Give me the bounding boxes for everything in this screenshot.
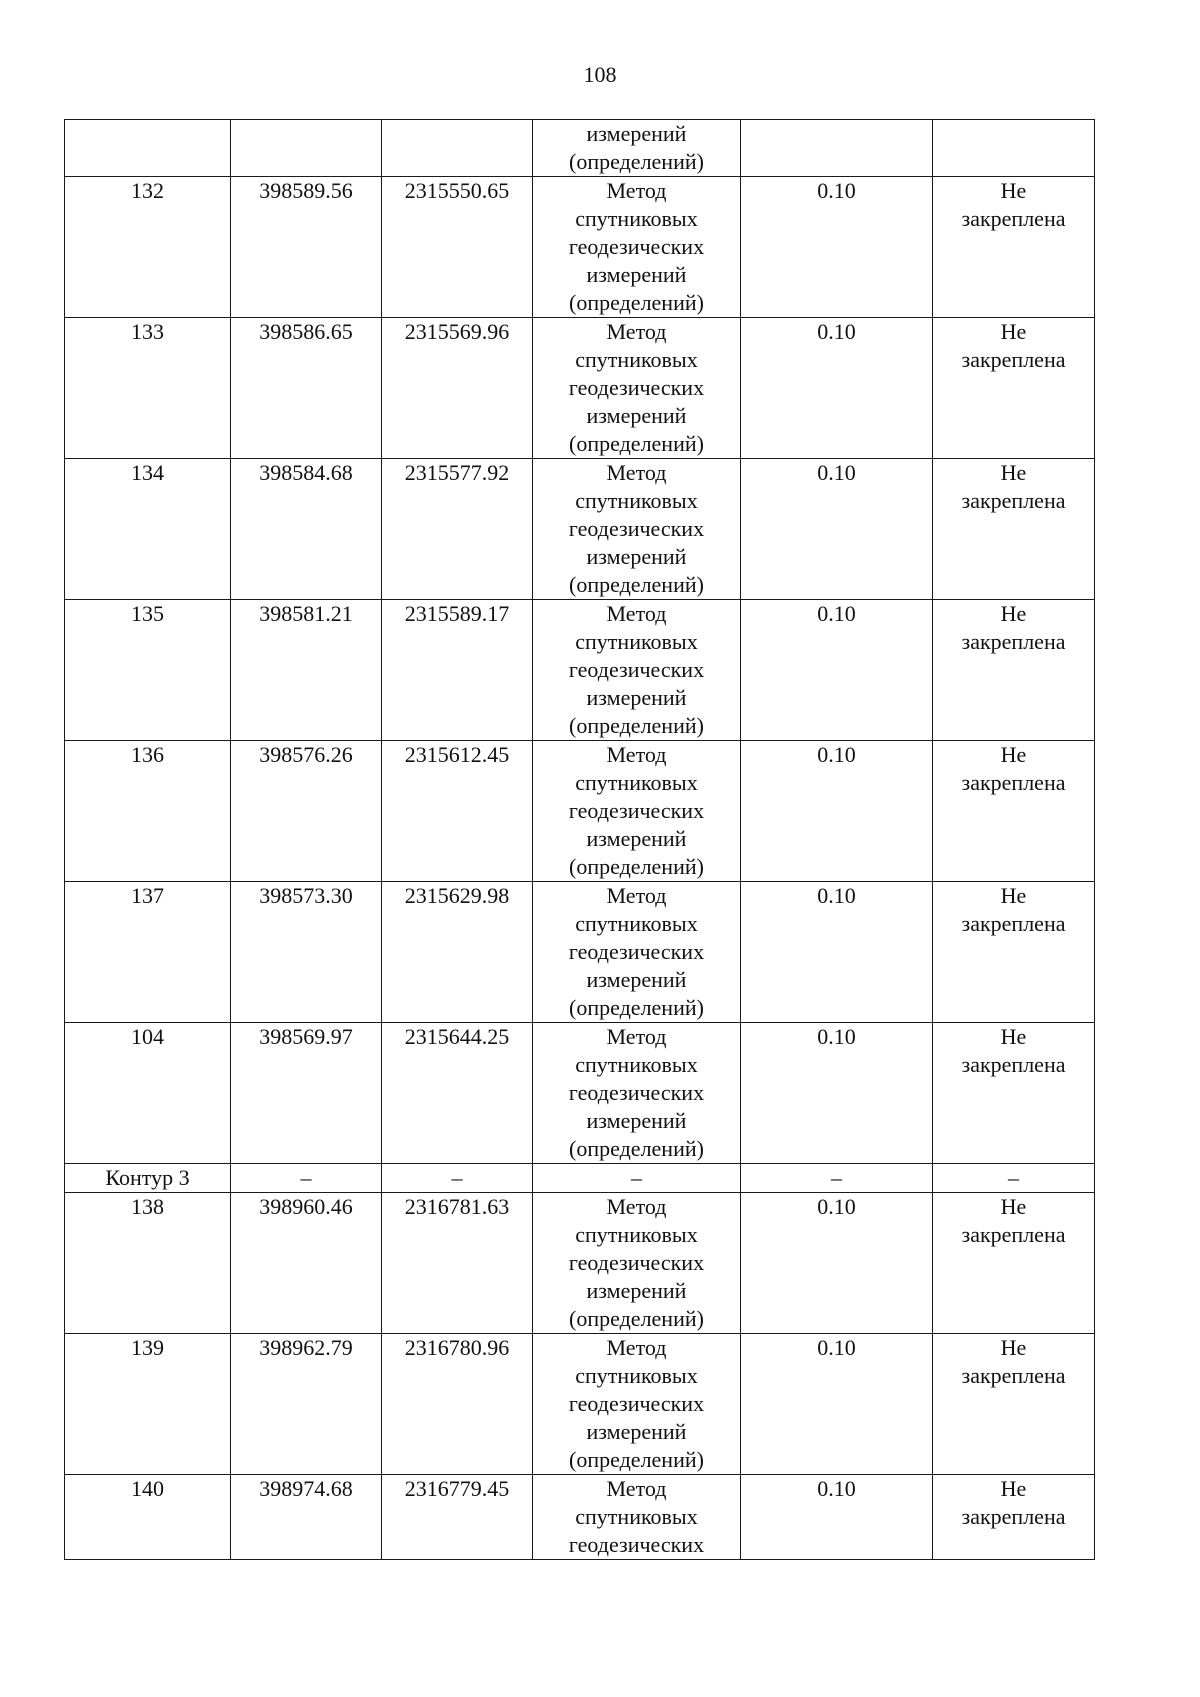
method-line: (определений): [569, 713, 704, 738]
fixation-line: Не: [1000, 1476, 1027, 1501]
y-coordinate-cell: 2315612.45: [382, 741, 533, 882]
y-coordinate-cell: [382, 120, 533, 177]
y-coordinate-cell: 2315577.92: [382, 459, 533, 600]
y-coordinate-cell: 2315569.96: [382, 318, 533, 459]
point-number-cell: 104: [65, 1023, 231, 1164]
method-line: Метод: [606, 1476, 667, 1501]
method-line: геодезических: [568, 798, 705, 823]
table-row: [65, 1023, 1095, 1164]
y-coordinate-cell: 2316779.45: [382, 1475, 533, 1560]
fixation-line: Не: [1000, 460, 1027, 485]
table-row: [65, 318, 1095, 459]
method-cell: [533, 1193, 741, 1334]
point-number-cell: 139: [65, 1334, 231, 1475]
method-cell: [533, 1023, 741, 1164]
table-row: [65, 600, 1095, 741]
x-coordinate-cell: 398974.68: [231, 1475, 382, 1560]
fixation-cell: [933, 1334, 1095, 1475]
fixation-line: Не: [1000, 319, 1027, 344]
method-line: измерений: [586, 685, 687, 710]
method-line: Метод: [606, 742, 667, 767]
accuracy-cell: [741, 120, 933, 177]
page-number: 108: [583, 62, 617, 87]
method-line: геодезических: [568, 657, 705, 682]
fixation-line: Не: [1000, 742, 1027, 767]
method-line: спутниковых: [575, 347, 698, 372]
method-line: спутниковых: [575, 911, 698, 936]
accuracy-cell: 0.10: [741, 459, 933, 600]
method-cell: [533, 120, 741, 177]
method-line: геодезических: [568, 375, 705, 400]
method-cell: [533, 1475, 741, 1560]
method-cell: [533, 177, 741, 318]
method-line: измерений: [586, 403, 687, 428]
method-line: Метод: [606, 1335, 667, 1360]
method-line: спутниковых: [575, 629, 698, 654]
method-line: Метод: [606, 319, 667, 344]
method-line: (определений): [569, 149, 704, 174]
fixation-line: закреплена: [961, 1222, 1066, 1247]
method-line: измерений: [586, 826, 687, 851]
x-coordinate-cell: 398581.21: [231, 600, 382, 741]
method-cell: [533, 1334, 741, 1475]
dash-cell: –: [231, 1164, 382, 1193]
fixation-line: закреплена: [961, 206, 1066, 231]
fixation-line: закреплена: [961, 347, 1066, 372]
table-row: [65, 1475, 1095, 1560]
fixation-cell: [933, 120, 1095, 177]
accuracy-cell: 0.10: [741, 1193, 933, 1334]
method-line: спутниковых: [575, 1504, 698, 1529]
fixation-cell: [933, 318, 1095, 459]
fixation-cell: [933, 1023, 1095, 1164]
point-number-cell: 136: [65, 741, 231, 882]
x-coordinate-cell: 398586.65: [231, 318, 382, 459]
fixation-line: закреплена: [961, 911, 1066, 936]
method-cell: [533, 600, 741, 741]
coordinates-table: [64, 119, 1095, 1560]
accuracy-cell: 0.10: [741, 318, 933, 459]
method-line: спутниковых: [575, 770, 698, 795]
method-line: Метод: [606, 178, 667, 203]
method-line: Метод: [606, 1024, 667, 1049]
method-line: геодезических: [568, 1250, 705, 1275]
accuracy-cell: 0.10: [741, 1334, 933, 1475]
fixation-line: закреплена: [961, 1363, 1066, 1388]
contour-row: [65, 1164, 1095, 1193]
accuracy-cell: 0.10: [741, 741, 933, 882]
method-line: геодезических: [568, 939, 705, 964]
method-line: измерений: [586, 544, 687, 569]
x-coordinate-cell: 398569.97: [231, 1023, 382, 1164]
x-coordinate-cell: 398573.30: [231, 882, 382, 1023]
method-line: (определений): [569, 854, 704, 879]
method-line: (определений): [569, 572, 704, 597]
x-coordinate-cell: 398962.79: [231, 1334, 382, 1475]
x-coordinate-cell: 398589.56: [231, 177, 382, 318]
point-number-cell: 132: [65, 177, 231, 318]
point-number-cell: 138: [65, 1193, 231, 1334]
fixation-line: Не: [1000, 883, 1027, 908]
fixation-line: Не: [1000, 1335, 1027, 1360]
fixation-cell: [933, 1193, 1095, 1334]
method-line: (определений): [569, 1447, 704, 1472]
method-line: Метод: [606, 460, 667, 485]
method-line: геодезических: [568, 516, 705, 541]
method-line: измерений: [586, 1108, 687, 1133]
point-number-cell: 137: [65, 882, 231, 1023]
x-coordinate-cell: 398584.68: [231, 459, 382, 600]
method-line: измерений: [586, 1278, 687, 1303]
method-line: (определений): [569, 1136, 704, 1161]
y-coordinate-cell: 2316781.63: [382, 1193, 533, 1334]
method-cell: [533, 882, 741, 1023]
table-row: [65, 177, 1095, 318]
fixation-cell: [933, 459, 1095, 600]
y-coordinate-cell: 2315589.17: [382, 600, 533, 741]
fixation-line: закреплена: [961, 770, 1066, 795]
fixation-line: закреплена: [961, 1504, 1066, 1529]
y-coordinate-cell: 2315629.98: [382, 882, 533, 1023]
method-line: (определений): [569, 995, 704, 1020]
method-line: Метод: [606, 1194, 667, 1219]
method-line: геодезических: [568, 1532, 705, 1557]
dash-cell: –: [382, 1164, 533, 1193]
table-row: [65, 882, 1095, 1023]
y-coordinate-cell: 2316780.96: [382, 1334, 533, 1475]
fixation-cell: [933, 1475, 1095, 1560]
accuracy-cell: 0.10: [741, 1475, 933, 1560]
method-line: измерений: [586, 262, 687, 287]
accuracy-cell: 0.10: [741, 1023, 933, 1164]
method-line: измерений: [586, 121, 687, 146]
table-row: [65, 1193, 1095, 1334]
fixation-cell: [933, 741, 1095, 882]
method-line: (определений): [569, 290, 704, 315]
method-line: Метод: [606, 601, 667, 626]
method-line: (определений): [569, 431, 704, 456]
x-coordinate-cell: [231, 120, 382, 177]
dash-cell: –: [933, 1164, 1095, 1193]
accuracy-cell: 0.10: [741, 177, 933, 318]
table-row-continuation: [65, 120, 1095, 177]
point-number-cell: 135: [65, 600, 231, 741]
y-coordinate-cell: 2315644.25: [382, 1023, 533, 1164]
point-number-cell: 134: [65, 459, 231, 600]
dash-cell: –: [533, 1164, 741, 1193]
fixation-line: закреплена: [961, 1052, 1066, 1077]
fixation-line: Не: [1000, 178, 1027, 203]
method-line: спутниковых: [575, 1222, 698, 1247]
method-line: спутниковых: [575, 1052, 698, 1077]
contour-label-cell: Контур 3: [65, 1164, 231, 1193]
x-coordinate-cell: 398576.26: [231, 741, 382, 882]
method-line: геодезических: [568, 1080, 705, 1105]
point-cell: [65, 120, 231, 177]
fixation-cell: [933, 882, 1095, 1023]
fixation-line: закреплена: [961, 629, 1066, 654]
method-line: геодезических: [568, 1391, 705, 1416]
fixation-cell: [933, 600, 1095, 741]
method-cell: [533, 459, 741, 600]
table-row: [65, 741, 1095, 882]
x-coordinate-cell: 398960.46: [231, 1193, 382, 1334]
table-row: [65, 1334, 1095, 1475]
point-number-cell: 140: [65, 1475, 231, 1560]
method-line: измерений: [586, 967, 687, 992]
method-line: измерений: [586, 1419, 687, 1444]
accuracy-cell: 0.10: [741, 600, 933, 741]
fixation-line: закреплена: [961, 488, 1066, 513]
fixation-cell: [933, 177, 1095, 318]
method-line: (определений): [569, 1306, 704, 1331]
accuracy-cell: 0.10: [741, 882, 933, 1023]
dash-cell: –: [741, 1164, 933, 1193]
method-line: спутниковых: [575, 1363, 698, 1388]
method-cell: [533, 741, 741, 882]
method-cell: [533, 318, 741, 459]
fixation-line: Не: [1000, 1024, 1027, 1049]
method-line: спутниковых: [575, 206, 698, 231]
method-line: спутниковых: [575, 488, 698, 513]
point-number-cell: 133: [65, 318, 231, 459]
table-row: [65, 459, 1095, 600]
y-coordinate-cell: 2315550.65: [382, 177, 533, 318]
method-line: Метод: [606, 883, 667, 908]
method-line: геодезических: [568, 234, 705, 259]
fixation-line: Не: [1000, 1194, 1027, 1219]
fixation-line: Не: [1000, 601, 1027, 626]
